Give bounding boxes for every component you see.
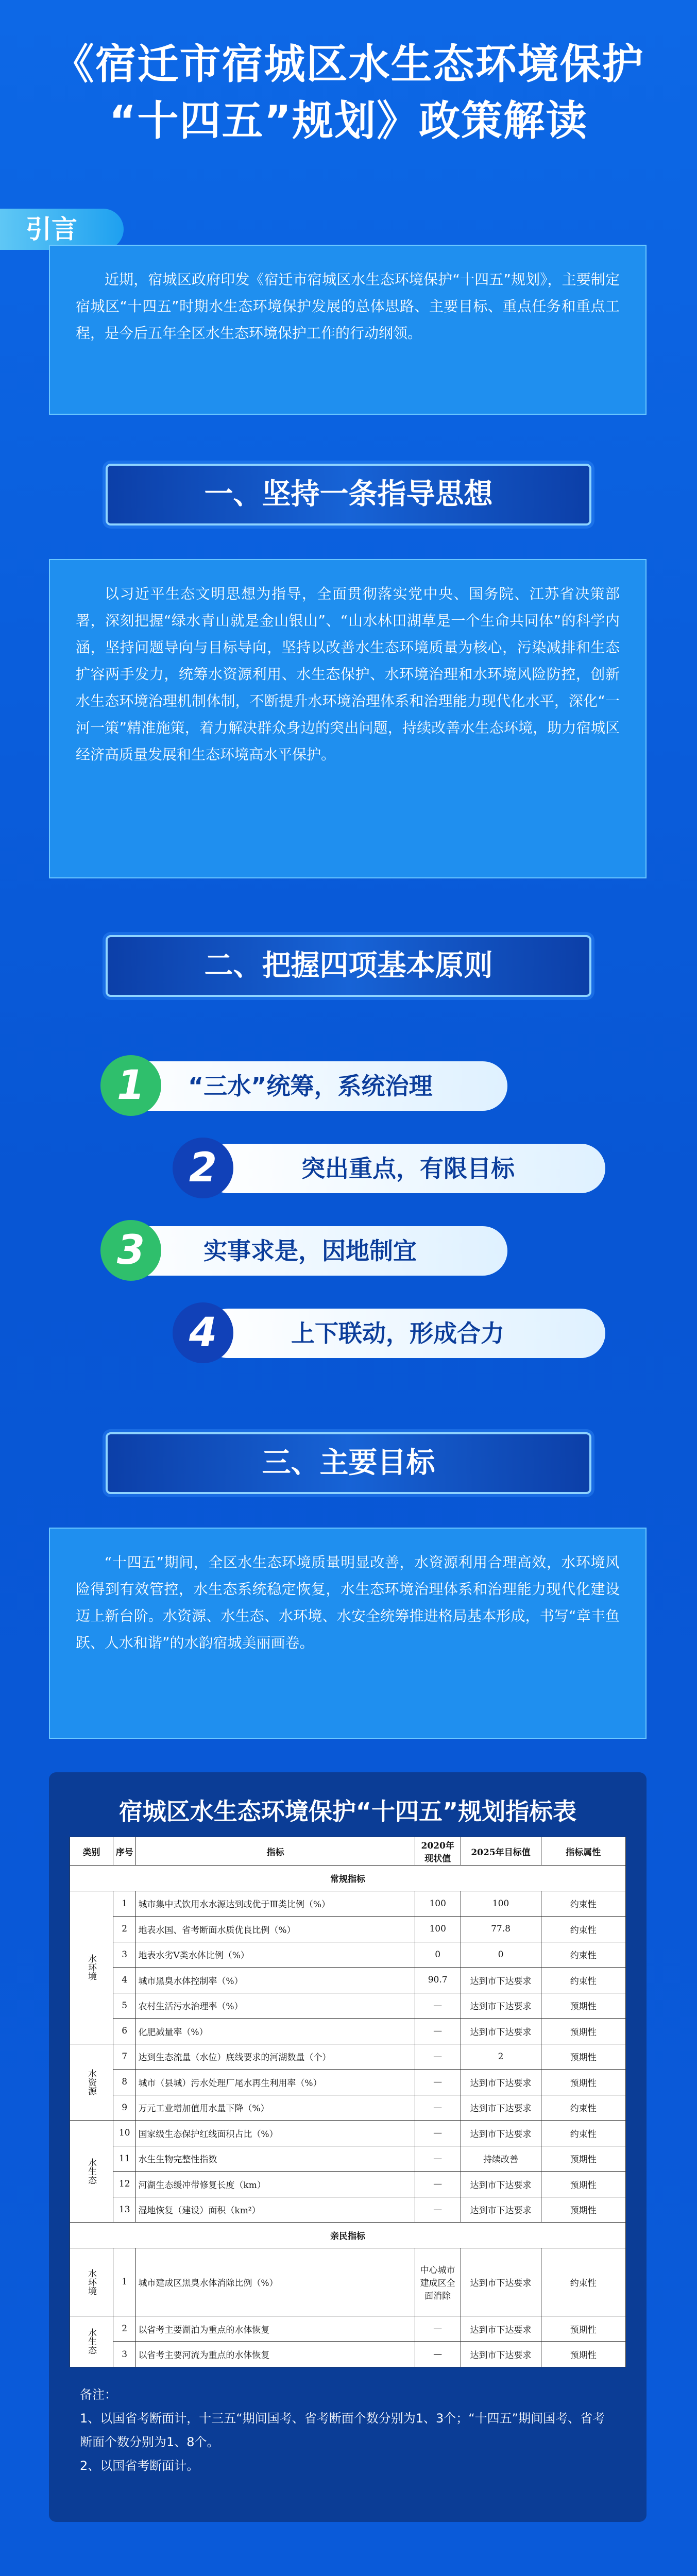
table-cell-attr: 预期性: [541, 2316, 625, 2342]
table-cell-attr: 预期性: [541, 2146, 625, 2172]
table-cell-v2020: —: [415, 2342, 461, 2367]
principle-1: [106, 1061, 507, 1111]
table-cell-category: 水资源: [70, 2044, 113, 2121]
table-cell-attr: 预期性: [541, 2172, 625, 2197]
table-cell-v2025: 达到市下达要求: [461, 1993, 541, 2019]
table-cell-v2020: —: [415, 2197, 461, 2223]
title-line-2: “十四五”规划》政策解读: [109, 97, 588, 145]
table-cell-v2025: 达到市下达要求: [461, 1968, 541, 1993]
table-cell-v2020: —: [415, 2070, 461, 2095]
table-cell-v2025: 达到市下达要求: [461, 2248, 541, 2316]
table-row: [70, 1891, 626, 1917]
table-cell-v2020: 0: [415, 1942, 461, 1968]
intro-tag: 引言: [0, 209, 124, 250]
table-notes: [80, 2383, 616, 2478]
table-cell-attr: 约束性: [541, 2121, 625, 2146]
table-cell-no: 9: [113, 2095, 136, 2121]
table-cell-name: 地表水国、省考断面水质优良比例（%）: [136, 1917, 415, 1942]
table-row: [70, 2070, 626, 2095]
table-cell-v2025: 0: [461, 1942, 541, 1968]
table-cell-name: 地表水劣Ⅴ类水体比例（%）: [136, 1942, 415, 1968]
table-cell-attr: 预期性: [541, 1993, 625, 2019]
section-3-title: 三、主要目标: [106, 1432, 591, 1494]
table-group-row: [70, 2223, 626, 2248]
principle-1-number: 1: [100, 1055, 161, 1116]
table-cell-category: 水生态: [70, 2121, 113, 2223]
principle-3: [106, 1226, 507, 1276]
table-row: [70, 2146, 626, 2172]
table-row: [70, 1993, 626, 2019]
table-cell-name: 万元工业增加值用水量下降（%）: [136, 2095, 415, 2121]
table-cell-v2025: 持续改善: [461, 2146, 541, 2172]
principle-2: [203, 1144, 605, 1193]
table-row: [70, 2121, 626, 2146]
table-note: 备注：: [80, 2387, 117, 2402]
indicator-table-body: [70, 1866, 626, 2367]
table-cell-category: 水环境: [70, 2248, 113, 2316]
table-cell-no: 11: [113, 2146, 136, 2172]
table-cell-v2020: 90.7: [415, 1968, 461, 1993]
table-cell-v2020: —: [415, 2095, 461, 2121]
page-title: [0, 36, 697, 149]
table-cell-v2025: 达到市下达要求: [461, 2342, 541, 2367]
table-row: [70, 1968, 626, 1993]
table-cell-v2025: 100: [461, 1891, 541, 1917]
table-cell-name: 水生生物完整性指数: [136, 2146, 415, 2172]
indicator-table-wrap: [70, 1837, 626, 2367]
table-group-title: 亲民指标: [70, 2223, 626, 2248]
table-cell-name: 达到生态流量（水位）底线要求的河湖数量（个）: [136, 2044, 415, 2070]
table-cell-name: 国家级生态保护红线面积占比（%）: [136, 2121, 415, 2146]
table-cell-v2025: 达到市下达要求: [461, 2070, 541, 2095]
table-cell-name: 城市集中式饮用水水源达到或优于Ⅲ类比例（%）: [136, 1891, 415, 1917]
table-cell-v2020: —: [415, 2044, 461, 2070]
table-cell-category: 水环境: [70, 1891, 113, 2044]
table-cell-attr: 预期性: [541, 2044, 625, 2070]
table-cell-attr: 约束性: [541, 1942, 625, 1968]
table-header: 序号: [113, 1837, 136, 1866]
table-cell-name: 湿地恢复（建设）面积（km²）: [136, 2197, 415, 2223]
table-cell-no: 3: [113, 2342, 136, 2367]
table-cell-name: 城市建成区黑臭水体消除比例（%）: [136, 2248, 415, 2316]
intro-box: [49, 245, 647, 415]
indicator-table-title: 宿城区水生态环境保护“十四五”规划指标表: [118, 1798, 577, 1825]
table-cell-attr: 约束性: [541, 1917, 625, 1942]
indicator-table: [70, 1837, 626, 2367]
section-3-text: “十四五”期间，全区水生态环境质量明显改善，水资源利用合理高效，水环境风险得到有效管控，水生态系统稳定恢复，水生态环境治理体系和治理能力现代化建设迈上新台阶。水资源、水生态、水环境、水安全统筹推进格局基本形成，书写“章丰鱼跃、人水和谐”的水韵宿城美丽画卷。: [76, 1554, 620, 1651]
table-cell-attr: 约束性: [541, 1968, 625, 1993]
principle-2-text: 突出重点，有限目标: [301, 1155, 515, 1182]
section-2-title: 二、把握四项基本原则: [106, 935, 591, 997]
table-cell-v2020: —: [415, 2121, 461, 2146]
section-3-box: [49, 1528, 647, 1739]
title-line-1: 《宿迁市宿城区水生态环境保护: [53, 40, 644, 88]
table-cell-no: 5: [113, 1993, 136, 2019]
table-cell-v2025: 达到市下达要求: [461, 2019, 541, 2044]
table-header: 2020年现状值: [415, 1837, 461, 1866]
table-cell-v2020: —: [415, 2172, 461, 2197]
table-cell-v2025: 达到市下达要求: [461, 2121, 541, 2146]
table-cell-name: 城市黑臭水体控制率（%）: [136, 1968, 415, 1993]
table-cell-name: 河湖生态缓冲带修复长度（km）: [136, 2172, 415, 2197]
table-cell-no: 1: [113, 1891, 136, 1917]
table-cell-no: 10: [113, 2121, 136, 2146]
table-cell-v2020: —: [415, 2146, 461, 2172]
table-cell-v2020: 100: [415, 1891, 461, 1917]
principle-3-number: 3: [100, 1220, 161, 1281]
principle-4-text: 上下联动，形成合力: [291, 1319, 504, 1347]
table-header-row: [70, 1837, 626, 1866]
table-row: [70, 2044, 626, 2070]
table-row: [70, 2019, 626, 2044]
table-header: 指标属性: [541, 1837, 625, 1866]
table-row: [70, 1942, 626, 1968]
section-1-box: [49, 559, 647, 878]
table-note: 1、以国省考断面计，十三五“期间国考、省考断面个数分别为1、3个；“十四五”期间国考、省考断面个数分别为1、8个。: [80, 2411, 605, 2449]
table-row: [70, 2342, 626, 2367]
principle-4: [203, 1309, 605, 1358]
table-group-row: [70, 1866, 626, 1891]
table-cell-name: 化肥减量率（%）: [136, 2019, 415, 2044]
table-cell-attr: 约束性: [541, 1891, 625, 1917]
indicator-table-card: [49, 1772, 647, 2522]
table-cell-v2025: 达到市下达要求: [461, 2197, 541, 2223]
table-cell-v2020: 100: [415, 1917, 461, 1942]
table-cell-no: 1: [113, 2248, 136, 2316]
principle-1-text: “三水”统筹，系统治理: [188, 1072, 433, 1100]
table-row: [70, 2095, 626, 2121]
table-cell-attr: 约束性: [541, 2095, 625, 2121]
table-cell-no: 12: [113, 2172, 136, 2197]
table-cell-attr: 预期性: [541, 2019, 625, 2044]
table-cell-attr: 预期性: [541, 2070, 625, 2095]
table-cell-v2020: —: [415, 1993, 461, 2019]
intro-text: 近期，宿城区政府印发《宿迁市宿城区水生态环境保护“十四五”规划》，主要制定宿城区“十四五”时期水生态环境保护发展的总体思路、主要目标、重点任务和重点工程，是今后五年全区水生态环境保护工作的行动纲领。: [76, 271, 620, 342]
table-row: [70, 2248, 626, 2316]
table-cell-no: 6: [113, 2019, 136, 2044]
table-cell-no: 2: [113, 2316, 136, 2342]
table-header: 类别: [70, 1837, 113, 1866]
table-row: [70, 2172, 626, 2197]
table-cell-category: 水生态: [70, 2316, 113, 2367]
table-row: [70, 1917, 626, 1942]
table-cell-v2020: —: [415, 2316, 461, 2342]
table-cell-no: 7: [113, 2044, 136, 2070]
table-cell-v2025: 77.8: [461, 1917, 541, 1942]
table-cell-v2025: 达到市下达要求: [461, 2172, 541, 2197]
table-cell-no: 13: [113, 2197, 136, 2223]
table-cell-v2025: 2: [461, 2044, 541, 2070]
table-cell-name: 以省考主要湖泊为重点的水体恢复: [136, 2316, 415, 2342]
table-cell-name: 以省考主要河流为重点的水体恢复: [136, 2342, 415, 2367]
table-header: 指标: [136, 1837, 415, 1866]
table-row: [70, 2316, 626, 2342]
table-cell-no: 3: [113, 1942, 136, 1968]
table-cell-name: 城市（县城）污水处理厂尾水再生利用率（%）: [136, 2070, 415, 2095]
table-cell-v2020: —: [415, 2019, 461, 2044]
table-group-title: 常规指标: [70, 1866, 626, 1891]
table-cell-v2020: 中心城市建成区全面消除: [415, 2248, 461, 2316]
table-cell-attr: 约束性: [541, 2248, 625, 2316]
table-row: [70, 2197, 626, 2223]
table-cell-name: 农村生活污水治理率（%）: [136, 1993, 415, 2019]
principle-2-number: 2: [173, 1138, 233, 1198]
table-cell-v2025: 达到市下达要求: [461, 2095, 541, 2121]
table-cell-attr: 预期性: [541, 2197, 625, 2223]
table-cell-attr: 预期性: [541, 2342, 625, 2367]
table-cell-no: 4: [113, 1968, 136, 1993]
table-cell-v2025: 达到市下达要求: [461, 2316, 541, 2342]
table-cell-no: 8: [113, 2070, 136, 2095]
principle-4-number: 4: [173, 1302, 233, 1363]
section-1-title: 一、坚持一条指导思想: [106, 464, 591, 526]
principle-3-text: 实事求是，因地制宜: [203, 1237, 417, 1265]
section-1-text: 以习近平生态文明思想为指导，全面贯彻落实党中央、国务院、江苏省决策部署，深刻把握“绿水青山就是金山银山”、“山水林田湖草是一个生命共同体”的科学内涵，坚持问题导向与目标导向，坚持以改善水生态环境质量为核心，污染减排和生态扩容两手发力，统筹水资源利用、水生态保护、水环境治理和水环境风险防控，创新水生态环境治理机制体制，不断提升水环境治理体系和治理能力现代化水平，深化“一河一策”精准施策，着力解决群众身边的突出问题，持续改善水生态环境，助力宿城区经济高质量发展和生态环境高水平保护。: [76, 585, 620, 763]
table-note: 2、以国省考断面计。: [80, 2459, 199, 2473]
table-header: 2025年目标值: [461, 1837, 541, 1866]
table-cell-no: 2: [113, 1917, 136, 1942]
